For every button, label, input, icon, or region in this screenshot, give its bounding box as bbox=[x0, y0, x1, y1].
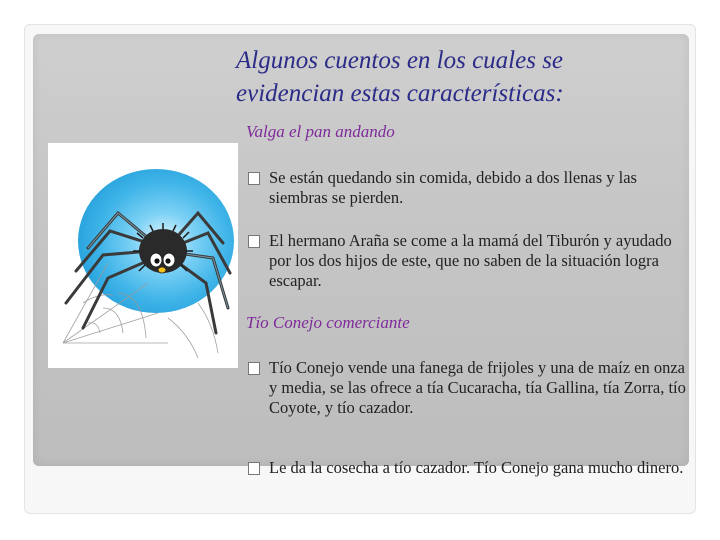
spider-icon bbox=[48, 143, 238, 368]
checkbox-bullet-icon bbox=[248, 172, 260, 185]
spider-illustration bbox=[48, 143, 238, 368]
bullet-item bbox=[248, 231, 688, 291]
bullet-item bbox=[248, 358, 688, 418]
bullet-text: El hermano Araña se come a la mamá del Tiburón y ayudado por los dos hijos de este, que no saben de la situación logra escapar. bbox=[269, 231, 672, 290]
bullet-item bbox=[248, 458, 688, 478]
bullet-text: Tío Conejo vende una fanega de frijoles y una de maíz en onza y media, se las ofrece a tía Cucaracha, tía Gallina, tía Zorra, tío Coyote, y tío cazador. bbox=[269, 358, 686, 417]
slide-title bbox=[236, 44, 676, 110]
title-line-1: Algunos cuentos en los cuales se bbox=[236, 47, 564, 74]
bullet-item bbox=[248, 168, 688, 208]
checkbox-bullet-icon bbox=[248, 235, 260, 248]
title-line-2: evidencian estas características: bbox=[236, 80, 564, 107]
section-heading-valga: Valga el pan andando bbox=[246, 122, 395, 141]
bullet-text: Se están quedando sin comida, debido a dos llenas y las siembras se pierden. bbox=[269, 168, 637, 207]
checkbox-bullet-icon bbox=[248, 462, 260, 475]
checkbox-bullet-icon bbox=[248, 362, 260, 375]
section-heading-tio-conejo: Tío Conejo comerciante bbox=[246, 313, 410, 332]
bullet-text: Le da la cosecha a tío cazador. Tío Conejo gana mucho dinero. bbox=[269, 458, 684, 477]
